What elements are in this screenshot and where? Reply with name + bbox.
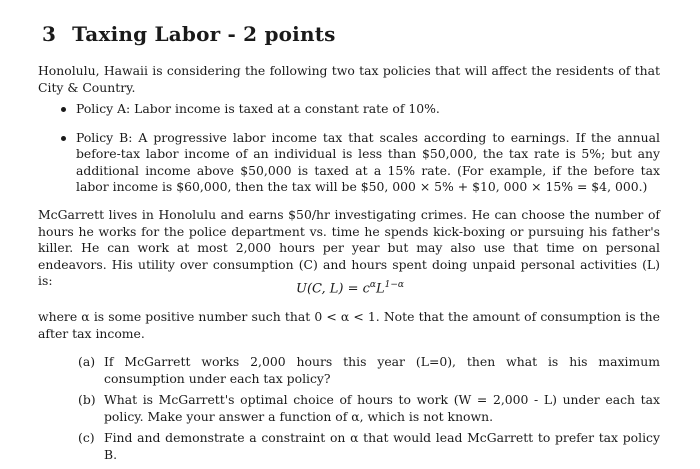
utility-equation [0, 280, 700, 296]
scenario-paragraph: McGarrett lives in Honolulu and earns $50/hr investigating crimes. He can choose the number of hours he works for the police department vs. time he spends kick-boxing or pursuing his father's killer. He can work at most 2,000 hours per year but may also use that time on personal endeavors. His utility over consumption (C) and hours spent doing unpaid personal activities (L) is: [38, 207, 660, 289]
question-text: If McGarrett works 2,000 hours this year (L=0), then what is his maximum consumption under each tax policy? [104, 354, 660, 386]
policy-item-b: Policy B: A progressive labor income tax that scales according to earnings. If the annual before-tax labor income of an individual is less than $50,000, the tax rate is 5%; but any additional income above $50,000 is taxed at a 15% rate. (For example, if the before tax labor income is $60,000, then the tax will be $50, 000 × 5% + $10, 000 × 15% = $4, 000.) [60, 130, 660, 196]
section-heading [42, 22, 336, 46]
where-paragraph: where α is some positive number such that 0 < α < 1. Note that the amount of consumption is the after tax income. [38, 309, 660, 341]
section-title-text: Taxing Labor - 2 points [72, 22, 336, 46]
question-label: (a) [78, 354, 96, 369]
equation-leisure: L [376, 281, 385, 297]
section-number: 3 [42, 22, 57, 46]
question-label: (c) [78, 430, 95, 446]
equation-lhs: U(C, L) = c [296, 281, 370, 297]
question-item [78, 392, 660, 425]
question-list [78, 354, 660, 469]
policy-item-a: Policy A: Labor income is taxed at a constant rate of 10%. [60, 101, 660, 118]
intro-paragraph: Honolulu, Hawaii is considering the following two tax policies that will affect the residents of that City & Country. [38, 63, 660, 95]
question-text: What is McGarrett's optimal choice of hours to work (W = 2,000 - L) under each tax policy. Make your answer a function of α, which is not known. [104, 392, 660, 424]
equation-exponent-one-minus-alpha: 1−α [384, 280, 404, 290]
question-text: Find and demonstrate a constraint on α that would lead McGarrett to prefer tax policy B. [104, 430, 660, 462]
equation-exponent-alpha: α [369, 280, 376, 290]
question-item [78, 430, 660, 463]
question-label: (b) [78, 392, 96, 408]
question-item [78, 354, 660, 387]
policy-list [60, 101, 660, 196]
